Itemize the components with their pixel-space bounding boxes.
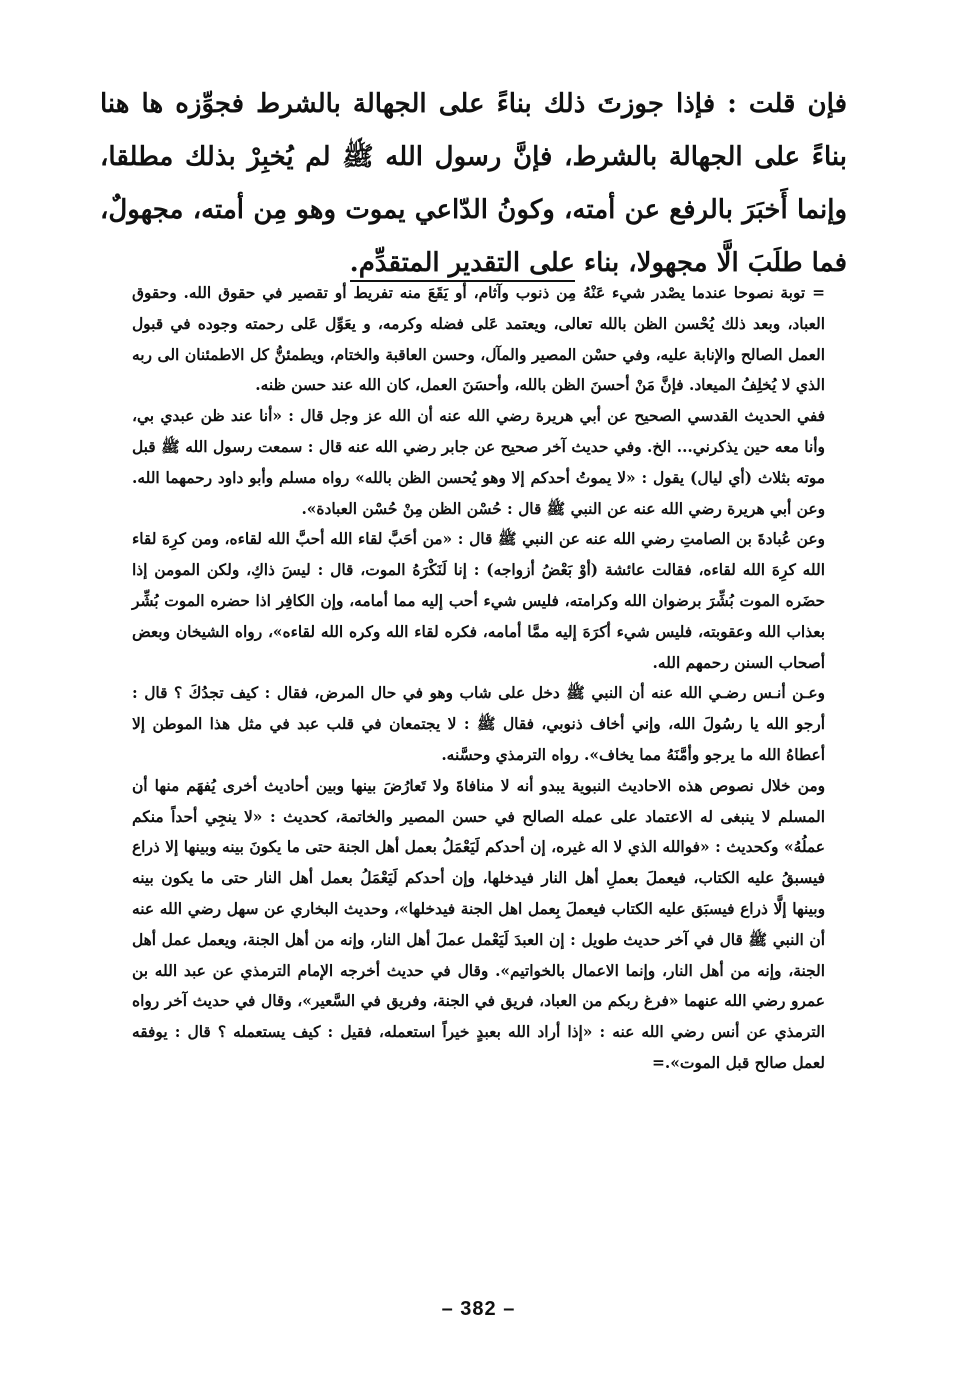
footnote-paragraph-5: ومن خلال نصوص هذه الاحاديث النبوية يبدو أنه لا منافاةَ ولا تَعارُضَ بينها وبين أحاديث أخرى يُفهَم منها أن المسلم لا ينبغى له الاعتماد على عمله الصالح في حسن المصير والخاتمة، كحديث : «لا ينجِي أحداً منكم عملُهُ» وكحديث : «فوالله الذي لا اله غيره، إن أحدكم لَيَعْمَلُ بعمل أهل الجنة حتى ما يكونَ بينه وبينها إلا ذراع فيسبقُ عليه الكتاب، فيعملَ بعملِ أهل النار فيدخلها، وإن أحدكم لَيَعْمَلُ بعمل أهل النار حتى ما يكون بينه وبينها إلَّا ذراع فيسبَق عليه الكتاب فيعملَ بِعمل اهل الجنة فيدخلها»، وحديث البخاري عن سهل رضي الله عنه أن النبي ﷺ قال في آخر حديث طويل : إن العبدَ لَيَعْمل عملَ أهل النار، وإنه من أهل الجنة، ويعمل عمل أهل الجنة، وإنه من أهل النار، وإنما الاعمال بالخواتيم». وقال في حديث أخرجه الإمام الترمذي عن عبد الله بن عمرو رضي الله عنهما «فرغ ربكم من العباد، فريق في الجنة، وفريق في السَّعير»، وقال في حديث آخر رواه الترمذي عن أنس رضي الله عنه : «إذا أراد الله بعبدٍ خيراً استعمله، فقيل : كيف يستعمله ؟ قال : يوفقه لعمل صالح قبل الموت».=	[132, 776, 825, 1072]
footnote-paragraph-2: ففي الحديث القدسي الصحيح عن أبي هريرة رضي الله عنه أن الله عز وجل قال : «أنا عند ظن عبدي بي، وأنا معه حين يذكرني... الخ. وفي حديث آخر صحيح عن جابر رضي الله عنه قال : سمعت رسول الله ﷺ قبل موته بثلاث (أي ليال) يقول : «لا يموتُ أحدكم إلا وهو يُحسن الظن بالله» رواه مسلم وأبو داود رحمهما الله. وعن أبي هريرة رضي الله عنه عن النبي ﷺ قال : حُسْن الظن مِنْ حُسْن العبادة».	[132, 407, 825, 518]
lead-phrase: فإن قلت :	[727, 89, 848, 119]
main-ending-underlined: على التقدير المتقدِّم.	[350, 248, 575, 282]
page-number: – 382 –	[441, 1298, 516, 1320]
footnote-block	[132, 278, 825, 1079]
footnote-paragraph-1: = توبة نصوحا عندما يصْدر شيء عَنْهُ مِن ذنوب وآثام، أو يَقَعَ منه تفريط أو تقصير في حقوق الله. وحقوق العباد، وبعد ذلك يُحْسن الظن بالله تعالى، ويعتمد عَلى فضله وكرمه، و يعَوِّل عَلى رحمته وجوده في قبول العمل الصالح والإنابة عليه، وفي حسْن المصير والمآل، وحسن العاقبة والختام، ويطمئنُّ كل الاطمئنان الى ربه الذي لا يُخلِفُ الميعاد. فإنَّ مَنْ أحسنَ الظن بالله، وأحسَنَ العمل، كان الله عند حسن ظنه.	[132, 284, 825, 395]
main-text-block	[100, 78, 847, 290]
footnote-paragraph-3: وعن عُبادةَ بن الصامتِ رضي الله عنه عن النبي ﷺ قال : «من أحَبَّ لقاء الله أحبَّ الله لقاءه، ومن كرِهَ لقاء الله كرِهَ الله لقاءه، فقالت عائشة (أوْ بَعْضُ أزواجه) : إنا لَنَكْرَهُ الموت، قال : ليسَ ذاكِ، ولكن المومن إذا حضَره الموت بُشِّرَ برضوان الله وكرامته، فليس شيء أحب إليه مما أمامه، وإن الكافِر اذا حضره الموت بُشِّر بعذاب الله وعقوبته، فليس شيء أكرَهَ إليه ممَّا أمامه، فكره لقاء الله وكره الله لقاءه»، رواه الشيخان وبعض أصحاب السنن رحمهم الله.	[132, 530, 825, 672]
main-body: فإذا جوزتَ ذلك بناءً على الجهالة بالشرط فجوِّزه ها هنا بناءً على الجهالة بالشرط، فإنَّ رسول الله ﷺ لم يُخبِرْ بذلك مطلقا، وإنما أَخبَرَ بالرفع عن أمته، وكونُ الدّاعي يموت وهو مِن أمته، مجهولٌ، فما طلَبَ الَّا مجهولا، بناء	[100, 89, 847, 278]
footnote-paragraph-4: وعـن أنـس رضـي الله عنه أن النبي ﷺ دخل على شاب وهو في حال المرض، فقال : كيف تجدُكَ ؟ قال : أرجو الله يا رسُولَ الله، وإني أخاف ذنوبي، فقال ﷺ : لا يجتمعان في قلب عبد في مثل هذا الموطن إلا أعطاهُ الله ما يرجو وأمَّنَهُ مما يخاف». رواه الترمذي وحسَّنه.	[132, 684, 825, 764]
main-paragraph	[100, 78, 847, 290]
